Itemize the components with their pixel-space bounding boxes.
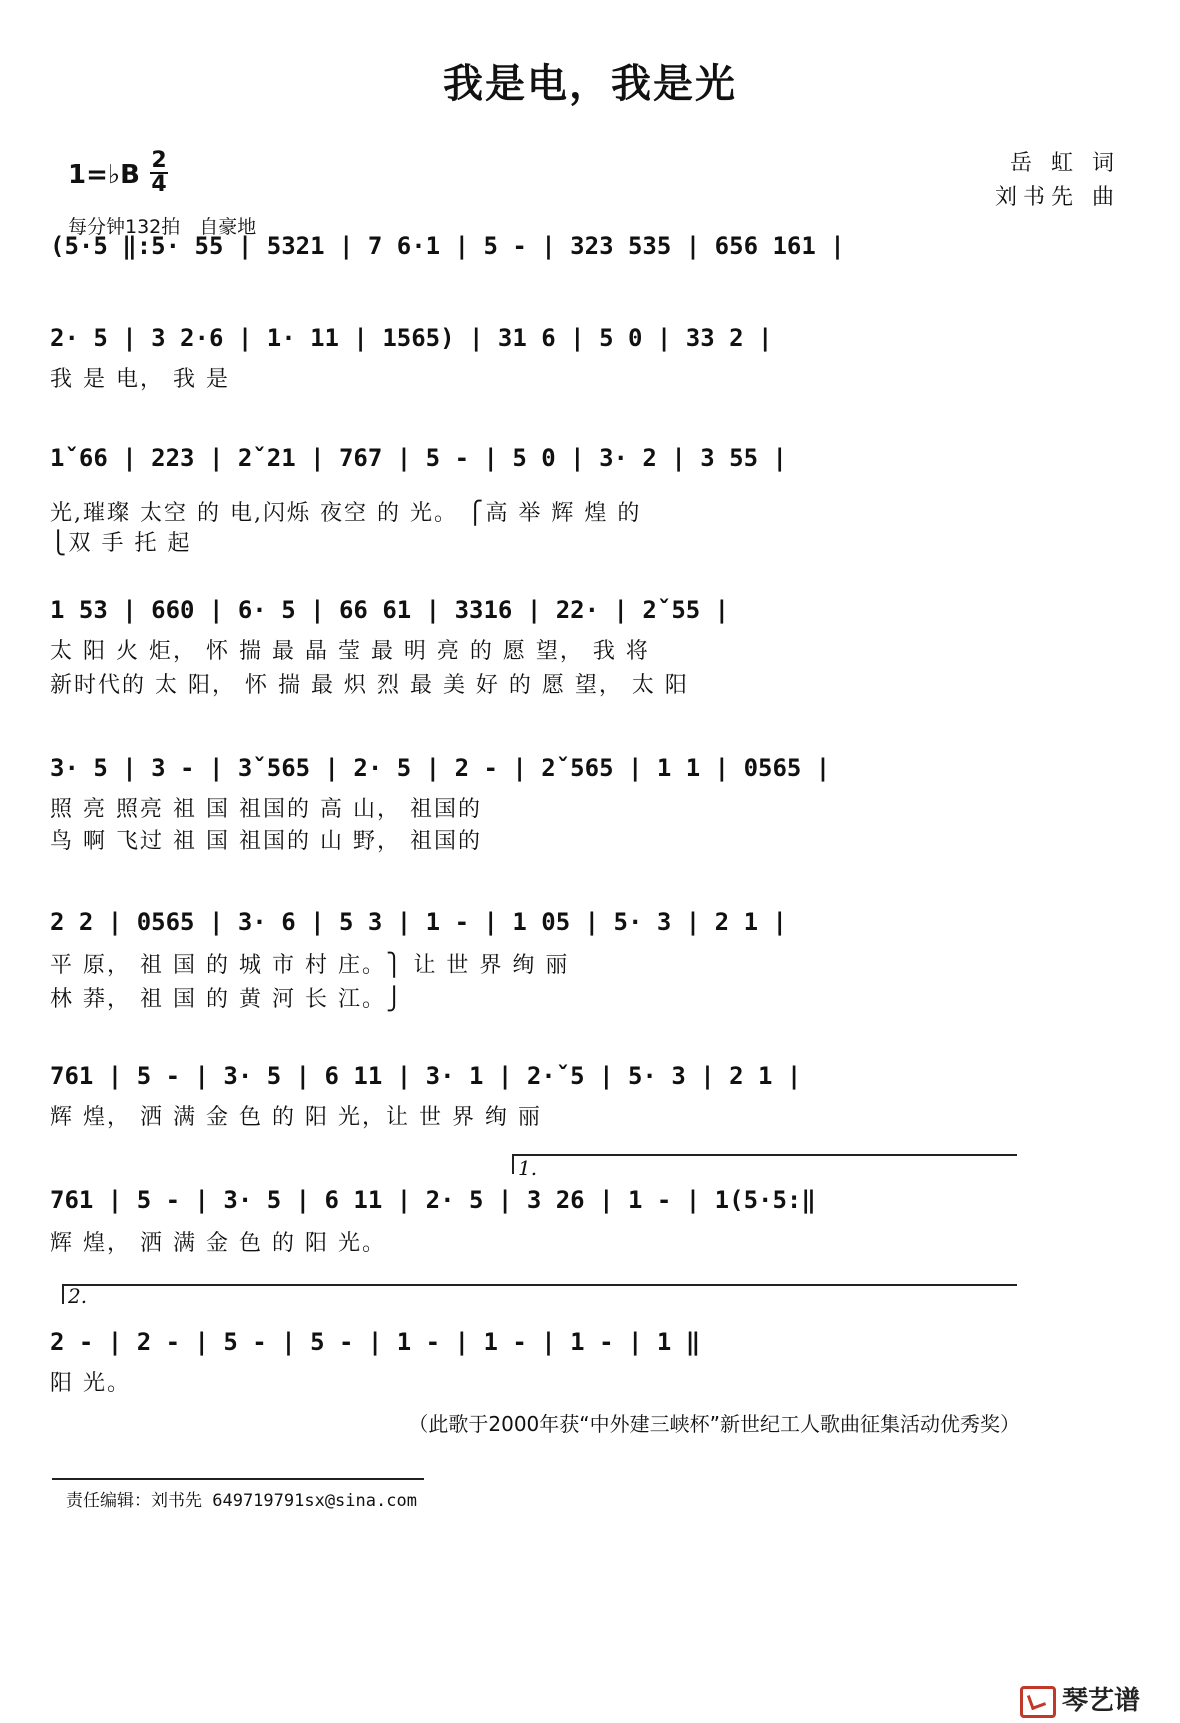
notation-line-3: 1ˇ66 | 223 | 2ˇ21 | 767 | 5 - | 5 0 | 3· 2 | 3 55 |	[50, 444, 787, 472]
notation-line-1: (5·5 ‖:5· 55 | 5321 | 7 6·1 | 5 - | 323 535 | 656 161 |	[50, 232, 845, 260]
first-ending-label: 1.	[518, 1156, 538, 1180]
site-logo	[1020, 1680, 1140, 1718]
editor-credit: 责任编辑：刘书先 649719791sx@sina.com	[66, 1491, 417, 1511]
lyric-line-4-verse-2: 新时代的 太 阳， 怀 揣 最 炽 烈 最 美 好 的 愿 望， 太 阳	[50, 673, 689, 698]
lyric-line-5-verse-2: 鸟 啊 飞过 祖 国 祖国的 山 野， 祖国的	[50, 829, 482, 854]
lyricist-credit: 岳 虹 词	[1010, 151, 1120, 176]
notation-line-6: 2 2 | 0565 | 3· 6 | 5 3 | 1 - | 1 05 | 5· 3 | 2 1 |	[50, 908, 787, 936]
notation-line-8: 761 | 5 - | 3· 5 | 6 11 | 2· 5 | 3 26 | 1 - | 1(5·5:‖	[50, 1186, 816, 1214]
second-ending-label: 2.	[68, 1284, 88, 1308]
composer-credit: 刘书先 曲	[995, 185, 1120, 210]
lyric-line-3-verse-1: 光,璀璨 太空 的 电,闪烁 夜空 的 光。 ⎧高 举 辉 煌 的	[50, 501, 642, 526]
second-ending-bracket	[62, 1284, 1017, 1286]
meter-top: 2	[151, 148, 167, 173]
first-ending-bracket	[512, 1154, 1017, 1156]
lyric-line-3-verse-2: ⎩双 手 托 起	[50, 531, 192, 556]
lyric-line-9: 阳 光。	[50, 1371, 131, 1396]
logo-text: 琴艺谱	[1061, 1686, 1140, 1716]
notation-line-7: 761 | 5 - | 3· 5 | 6 11 | 3· 1 | 2·ˇ5 | 5· 3 | 2 1 |	[50, 1062, 802, 1090]
lyric-line-6-verse-1: 平 原， 祖 国 的 城 市 村 庄。⎫ 让 世 界 绚 丽	[50, 953, 570, 978]
time-signature	[150, 150, 168, 196]
footer-divider	[52, 1478, 424, 1480]
lyric-line-7: 辉 煌， 洒 满 金 色 的 阳 光，让 世 界 绚 丽	[50, 1105, 542, 1130]
key-signature: 1=♭B	[68, 160, 140, 190]
first-ending-bracket-left	[512, 1154, 514, 1174]
logo-icon	[1020, 1686, 1056, 1718]
lyric-line-6-verse-2: 林 莽， 祖 国 的 黄 河 长 江。⎭	[50, 987, 405, 1012]
meter-bottom: 4	[151, 172, 167, 197]
award-note: （此歌于2000年获“中外建三峡杯”新世纪工人歌曲征集活动优秀奖）	[408, 1412, 1020, 1436]
second-ending-bracket-left	[62, 1284, 64, 1304]
tempo-marking: 每分钟132拍 自豪地	[68, 216, 257, 238]
lyric-line-4-verse-1: 太 阳 火 炬， 怀 揣 最 晶 莹 最 明 亮 的 愿 望， 我 将	[50, 639, 650, 664]
notation-line-9: 2 - | 2 - | 5 - | 5 - | 1 - | 1 - | 1 - | 1 ‖	[50, 1328, 701, 1356]
notation-line-5: 3· 5 | 3 - | 3ˇ565 | 2· 5 | 2 - | 2ˇ565 | 1 1 | 0565 |	[50, 754, 831, 782]
notation-line-2: 2· 5 | 3 2·6 | 1· 11 | 1565) | 31 6 | 5 0 | 33 2 |	[50, 324, 773, 352]
lyric-line-5-verse-1: 照 亮 照亮 祖 国 祖国的 高 山， 祖国的	[50, 797, 482, 822]
notation-line-4: 1 53 | 660 | 6· 5 | 66 61 | 3316 | 22· | 2ˇ55 |	[50, 596, 730, 624]
lyric-line-2-verse-1: 我 是 电， 我 是	[50, 367, 230, 392]
page-title: 我是电，我是光	[443, 61, 737, 107]
lyric-line-8: 辉 煌， 洒 满 金 色 的 阳 光。	[50, 1231, 386, 1256]
